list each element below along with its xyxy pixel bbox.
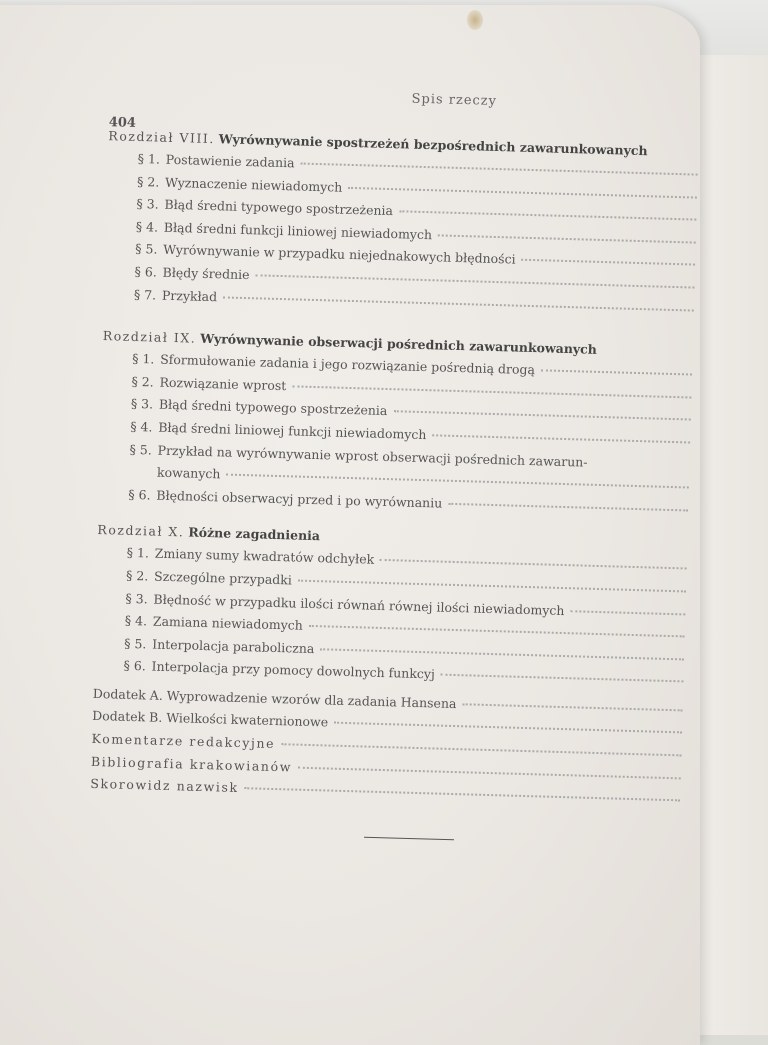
appendix-title: Dodatek B. Wielkości kwaternionowe [92,708,329,730]
section-number: § 5. [124,635,147,652]
section-title: Przykład na wyrównywanie wprost obserwacji pośrednich zawarun- [157,442,588,470]
appendix-list [90,684,683,813]
dot-leader [570,609,685,615]
section-number: § 4. [135,218,159,235]
section-title: Błędności obserwacyj przed i po wyrównaniu [156,487,443,511]
table-of-contents [90,80,700,812]
section-number: § 2. [136,173,160,190]
chapter-label: Rozdział IX. [102,328,197,346]
section-title: Interpolacja paraboliczna [152,636,315,656]
dot-leader [399,209,696,220]
dot-leader [522,258,696,266]
section-title-continuation: kowanych [156,464,221,482]
dot-leader [226,473,688,489]
dot-leader [334,721,682,734]
chapter-list [97,126,698,693]
dot-leader [393,410,690,421]
appendix-title: Bibliografia krakowianów [90,753,293,775]
dot-leader [223,295,694,311]
dot-leader [255,273,694,288]
dot-leader [309,624,685,637]
section-title: Interpolacja przy pomocy dowolnych funkcyj [151,658,436,682]
dot-leader [462,702,682,711]
dot-leader [348,185,697,198]
dot-leader [292,384,691,398]
dot-leader [320,647,684,660]
dot-leader [380,558,686,570]
chapter-title: Różne zagadnienia [188,524,321,544]
section-title: Wyznaczenie niewiadomych [164,174,343,195]
appendix-title: Dodatek A. Wyprowadzenie wzorów dla zadania Hansena [92,685,457,711]
dot-leader [245,786,681,801]
chapter-title: Wyrównywanie spostrzeżeń bezpośrednich zawarunkowanych [218,131,648,159]
section-number: § 6. [134,263,158,280]
section-title: Błąd średni funkcji liniowej niewiadomych [163,219,433,242]
chapter-title: Wyrównywanie obserwacji pośrednich zawarunkowanych [199,330,598,358]
section-number: § 2. [131,373,154,390]
section-number: § 1. [137,150,161,167]
section-number: § 4. [130,418,153,435]
dot-leader [541,368,692,375]
section-number: § 2. [125,567,149,584]
section-title: Postawienie zadania [165,151,295,171]
page-number: 404 [108,115,137,131]
section-title: Błąd średni typowego spostrzeżenia [164,196,394,219]
section-number: § 5. [135,241,158,257]
chapter-label: Rozdział VIII. [108,128,216,147]
dot-leader [448,501,688,511]
section-title: Rozwiązanie wprost [159,374,287,393]
section-title: Przykład [161,287,218,304]
section-number: § 3. [125,590,148,606]
chapter [102,326,693,522]
dot-leader [441,673,684,683]
section-number: § 7. [133,286,157,303]
section-number: § 5. [129,441,153,458]
chapter [97,520,687,693]
chapter [108,126,699,322]
section-title: Wyrównywanie w przypadku niejednakowych błędności [163,242,516,267]
page-stain [467,10,483,30]
section-title: Błędy średnie [162,264,250,283]
section-number: § 4. [124,612,148,629]
dot-leader [301,162,698,176]
section-number: § 6. [123,658,147,674]
section-number: § 3. [136,196,159,212]
section-title: Szczególne przypadki [153,568,293,588]
section-title: Zamiana niewiadomych [152,613,304,633]
running-title: Spis rzeczy [411,91,498,109]
dot-leader [281,742,681,756]
section-title: Błędność w przypadku ilości równań równej ilości niewiadomych [153,591,565,618]
dot-leader [298,579,686,593]
section-title: Sformułowanie zadania i jego rozwiązanie pośrednią drogą [159,351,536,378]
section-title: Zmiany sumy kwadratów odchyłek [154,545,375,568]
appendix-title: Komentarze redakcyjne [91,730,276,752]
section-number: § 3. [130,396,154,412]
chapter-label: Rozdział X. [97,522,185,540]
section-number: § 6. [128,486,151,503]
section-number: § 1. [132,351,155,367]
dot-leader [298,765,681,779]
section-title: Błąd średni typowego spostrzeżenia [158,397,388,419]
dot-leader [432,433,690,443]
dot-leader [438,233,696,243]
section-number: § 1. [126,545,150,561]
appendix-title: Skorowidz nazwisk [90,776,239,796]
section-title: Błąd średni liniowej funkcji niewiadomych [158,419,427,443]
